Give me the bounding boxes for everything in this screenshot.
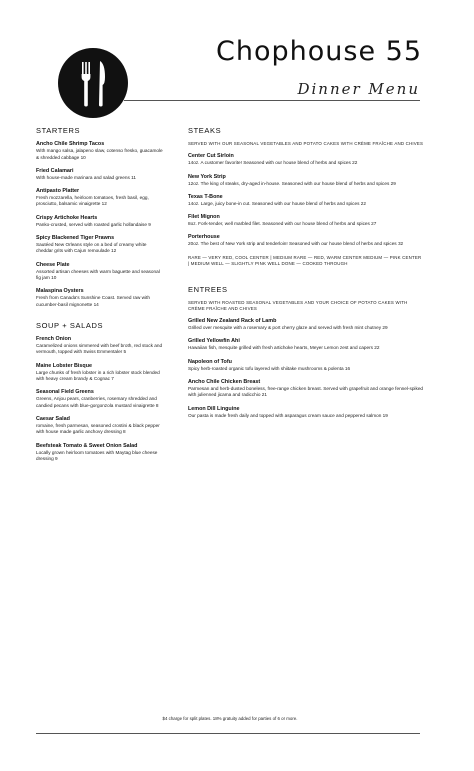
footer-divider (36, 733, 420, 734)
item-name: Beefsteak Tomato & Sweet Onion Salad (36, 442, 138, 449)
item-name: Texas T-Bone (188, 193, 223, 200)
menu-item (188, 234, 424, 247)
menu-item (36, 188, 164, 208)
item-name: Filet Mignon (188, 214, 220, 221)
menu-item (36, 235, 164, 255)
section-entrees (188, 284, 424, 419)
section-starters (36, 128, 164, 308)
item-desc: Caramelized onions simmered with beef broth, red stock and vermouth, topped with Swiss Emmentaler 5 (36, 343, 163, 355)
item-name: Center Cut Sirloin (188, 153, 234, 160)
restaurant-logo (58, 48, 128, 118)
menu-item (36, 262, 164, 282)
item-desc: 20oz. The best of New York strip and tenderloin! Seasoned with our house blend of herbs and spices 32 (188, 241, 404, 247)
menu-item (36, 215, 164, 228)
section-soup-salads (36, 320, 164, 462)
menu-item (188, 338, 424, 351)
item-name: Grilled Yellowfin Ahi (188, 338, 240, 345)
item-name: French Onion (36, 336, 72, 343)
item-name: Maine Lobster Bisque (36, 362, 93, 369)
item-desc: Grilled over mesquite with a rosemary & port cherry glaze and served with fresh mint chutney 29 (188, 325, 388, 331)
right-column (188, 128, 424, 426)
item-desc: With mango salsa, jalapeno slaw, cotenso fresko, guacamole & shredded cabbage 10 (36, 148, 163, 160)
section-note: SERVED WITH ROASTED SEASONAL VEGETABLES AND YOUR CHOICE OF POTATO CAKES WITH CRÈME FRAÎCHE AND CHIVES (188, 300, 408, 312)
steak-temperature-guide: RARE — VERY RED, COOL CENTER | MEDIUM RARE — RED, WARM CENTER MEDIUM — PINK CENTER | MEDIUM WELL — SLIGHTLY PINK WELL DONE — COOKED THROUGH (188, 254, 422, 266)
item-desc: romaine, fresh parmesan, seasoned crostini & black pepper with house made garlic anchovy dressing 8 (36, 422, 160, 435)
item-desc: Spicy herb-roasted organic tofu layered with shiitake mushrooms & polenta 16 (188, 365, 351, 371)
menu-item (36, 416, 164, 436)
item-name: Cheese Plate (36, 261, 70, 268)
item-desc: 14oz. A customer favorite! Seasoned with our house blend of herbs and spices 22 (188, 160, 358, 166)
left-column (36, 128, 164, 469)
item-desc: Fresh mozzarella, heirloom tomatoes, fresh basil, egg, prosciutto, balsamic vinaigrette 12 (36, 195, 149, 207)
menu-item (36, 288, 164, 308)
section-steaks (188, 128, 424, 267)
section-title: STARTERS (36, 126, 81, 135)
restaurant-name: Chophouse 55 (216, 36, 422, 67)
menu-item (36, 168, 164, 181)
item-name: Antipasto Platter (36, 188, 80, 195)
menu-item (188, 214, 424, 227)
menu-item (188, 359, 424, 372)
item-name: Napoleon of Tofu (188, 358, 232, 365)
menu-item (36, 336, 164, 356)
item-desc: Panko-crusted, served with roasted garlic hollandaise 9 (36, 221, 151, 227)
item-name: Porterhouse (188, 234, 220, 241)
menu-item (188, 406, 424, 419)
item-desc: Fresh from Canada's Sunshine Coast. Served raw with cucumber-basil mignonette 14 (36, 295, 150, 307)
item-name: Fried Calamari (36, 167, 74, 174)
menu-item (36, 141, 164, 161)
item-name: Spicy Blackened Tiger Prawns (36, 235, 115, 242)
menu-item (36, 443, 164, 463)
item-name: New York Strip (188, 173, 226, 180)
item-name: Caesar Salad (36, 415, 70, 422)
item-name: Lemon Dill Linguine (188, 405, 240, 412)
item-name: Malaspina Oysters (36, 288, 84, 295)
menu-item (188, 174, 424, 187)
section-title: ENTREES (188, 284, 228, 294)
item-desc: Large chunks of fresh lobster in a rich lobster stock blended with heavy cream brandy & Cognac 7 (36, 369, 160, 382)
item-desc: 8oz. Fork-tender, well marbled filet. Seasoned with our house blend of herbs and spices 27 (188, 221, 377, 227)
menu-item (36, 389, 164, 409)
menu-title: Dinner Menu (297, 80, 420, 98)
item-name: Seasonal Field Greens (36, 389, 94, 396)
fork-knife-icon (58, 48, 128, 118)
item-name: Ancho Chile Chicken Breast (188, 378, 261, 385)
footer-note: $4 charge for split plates. 18% gratuity added for parties of 6 or more. (162, 716, 298, 721)
menu-item (188, 379, 424, 399)
item-desc: Greens, Anjou pears, cranberries, rosemary shredded and candied pecans with blue-gorgonzola mustard vinaigrette 8 (36, 396, 159, 408)
item-name: Grilled New Zealand Rack of Lamb (188, 318, 277, 325)
item-desc: Hawaiian fish, mesquite grilled with fresh artichoke hearts, Meyer Lemon zest and capers 22 (188, 345, 380, 351)
item-desc: Our pasta is made fresh daily and topped with asparagus cream sauce and peppered salmon 19 (188, 412, 388, 418)
header-divider (124, 100, 420, 101)
menu-item (36, 363, 164, 383)
item-desc: Locally grown heirloom tomatoes with Maytag blue cheese dressing 9 (36, 449, 158, 461)
item-desc: With house-made marinara and salad greens 11 (36, 174, 136, 180)
item-desc: Parmesan and herb-dusted boneless, free-range chicken breast. Served with grapefruit and orange fennel-spiked with julienned jicama and radicchio 21 (188, 385, 424, 398)
item-desc: 12oz. The king of steaks, dry-aged in-house. Seasoned with our house blend of herbs and spices 29 (188, 180, 396, 186)
menu-item (188, 318, 424, 331)
menu-item (188, 153, 424, 166)
menu-item (188, 194, 424, 207)
item-desc: 14oz. Large, juicy bone-in cut. Seasoned with our house blend of herbs and spices 22 (188, 200, 366, 206)
item-desc: Assorted artisan cheeses with warm baguette and seasonal fig jam 10 (36, 268, 160, 280)
item-name: Crispy Artichoke Hearts (36, 214, 98, 221)
section-title: SOUP + SALADS (36, 320, 104, 330)
section-note: SERVED WITH OUR SEASONAL VEGETABLES AND POTATO CAKES WITH CRÈME FRAÎCHE AND CHIVES (188, 141, 424, 147)
item-name: Ancho Chile Shrimp Tacos (36, 141, 105, 148)
section-title: STEAKS (188, 126, 222, 135)
item-desc: Sautéed New Orleans style on a bed of creamy white cheddar grits with Cajun remoulade 12 (36, 242, 147, 254)
